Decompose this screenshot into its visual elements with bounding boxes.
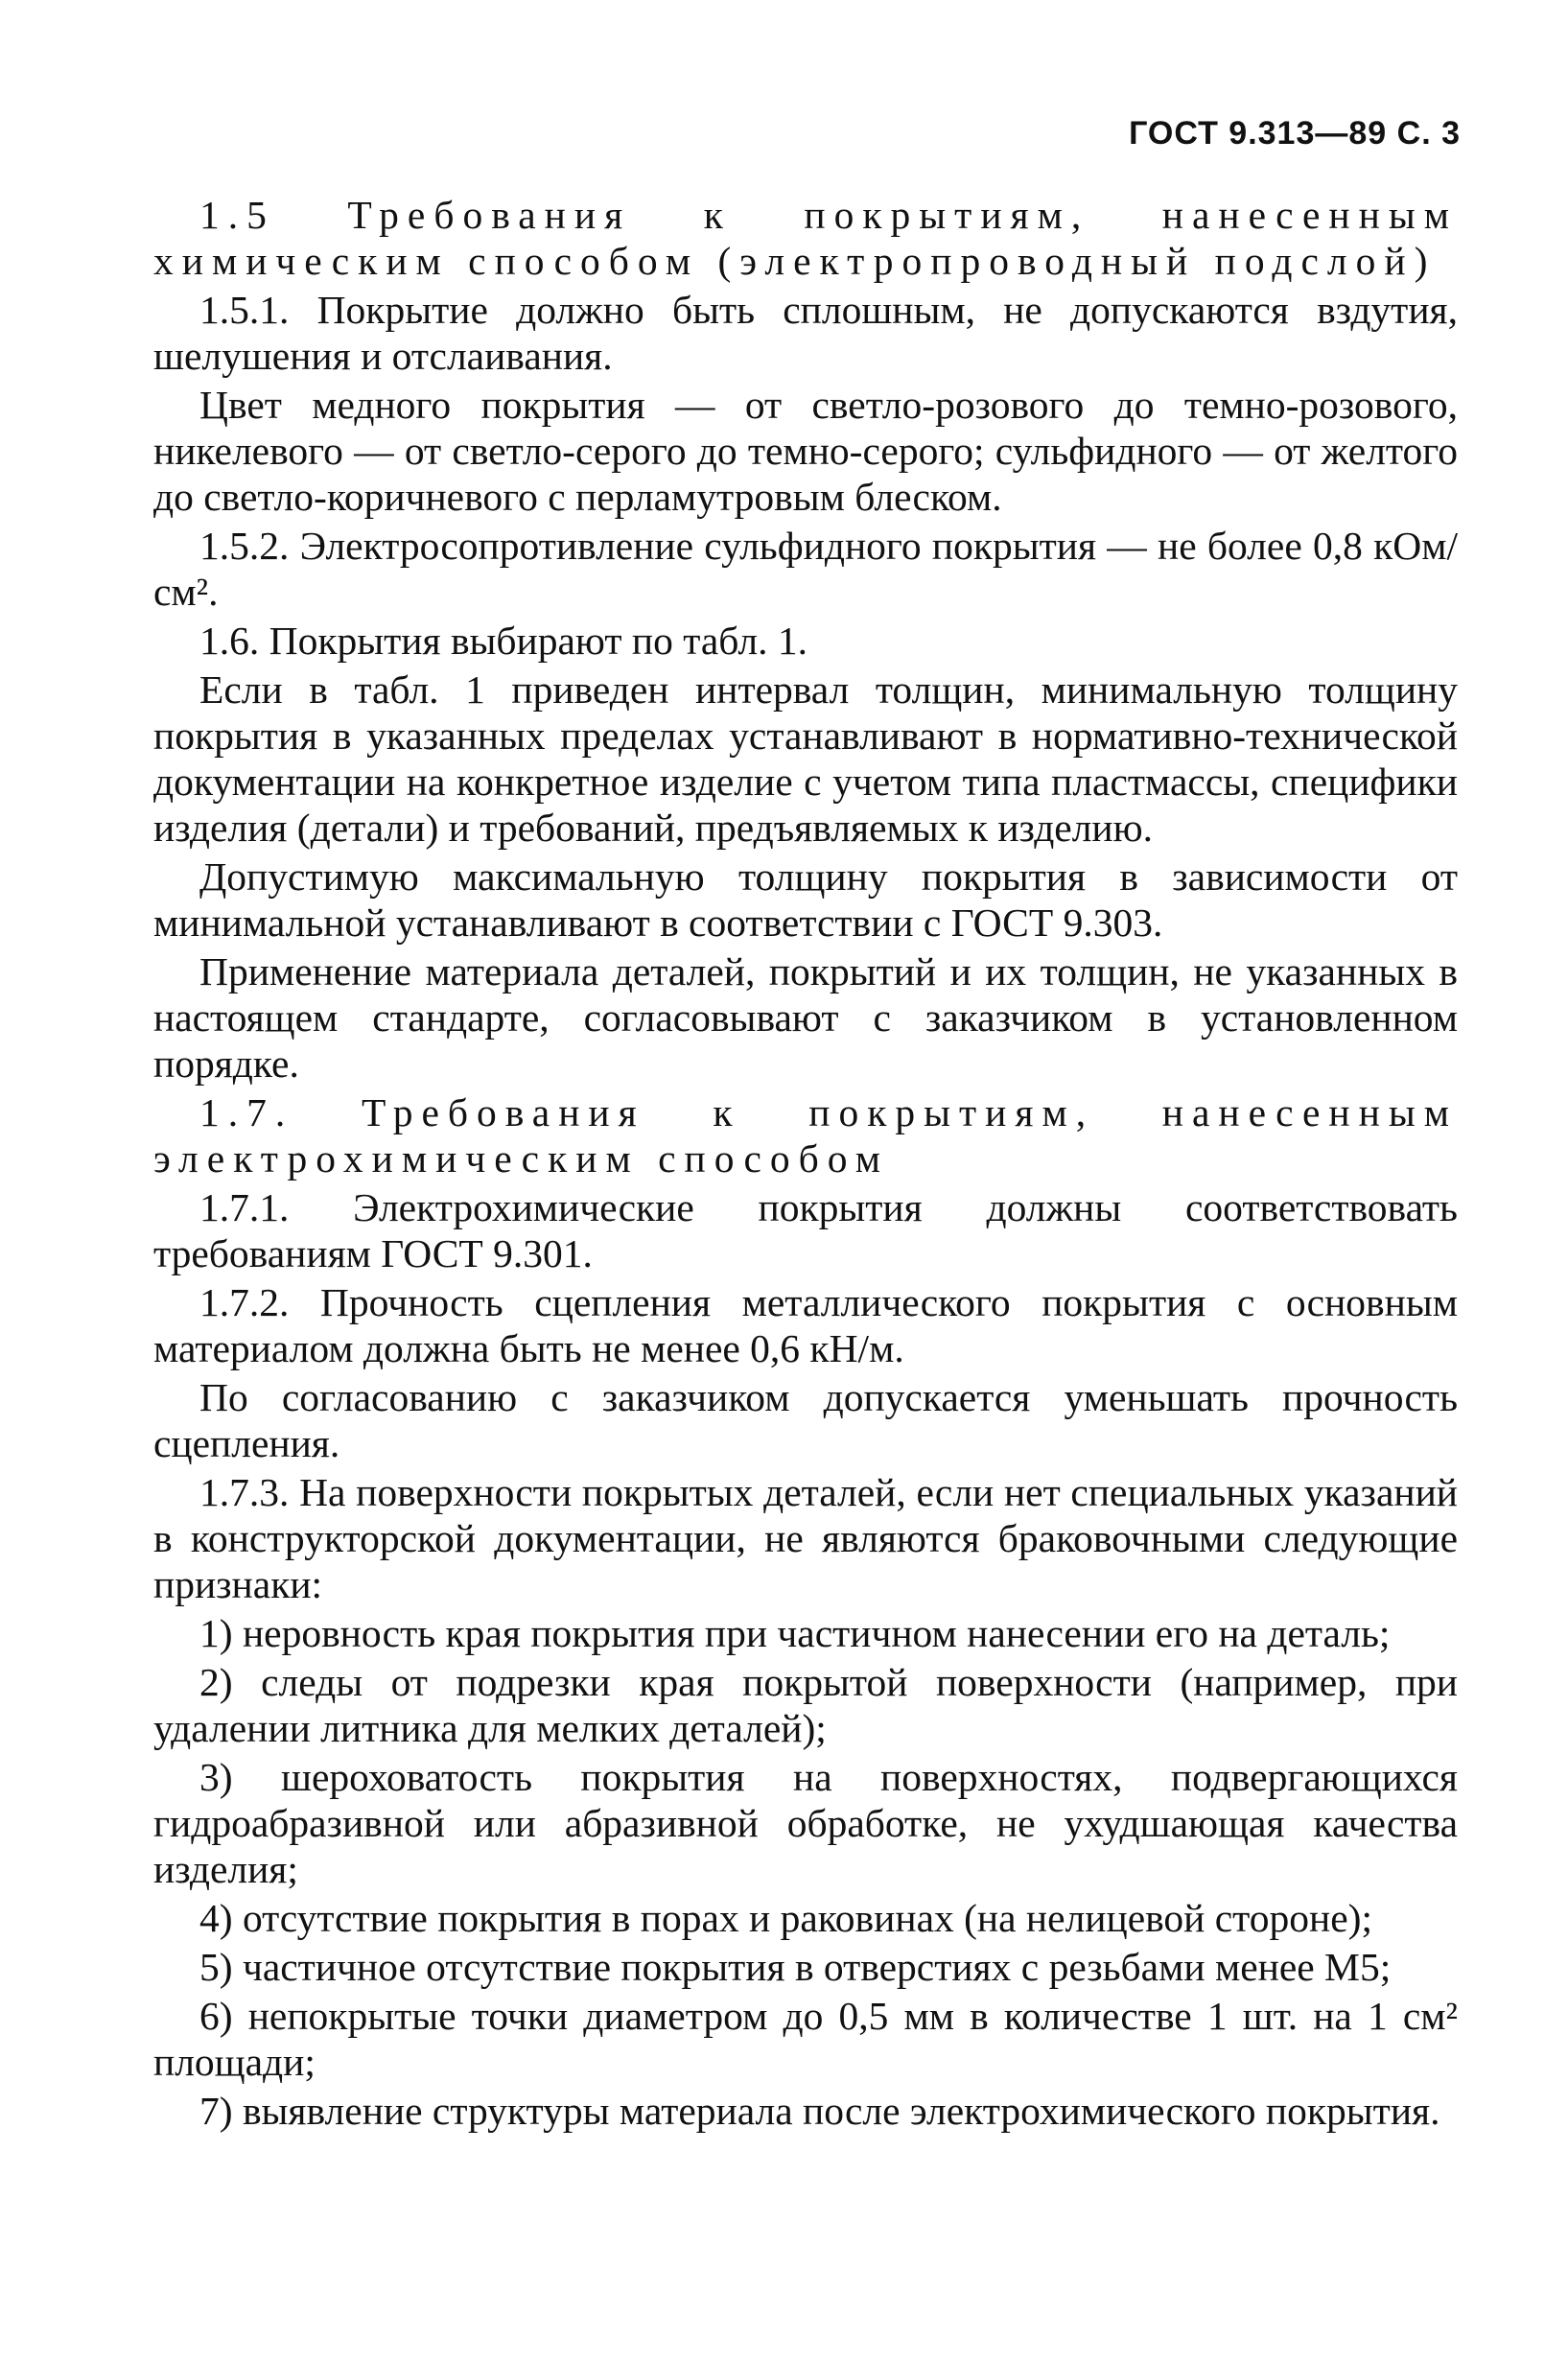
- list-item: 3) шероховатость покрытия на поверхностях, подвергающихся гидроабразивной или абразивной обработке, не ухудшающая качества изделия;: [153, 1755, 1458, 1891]
- list-item: 2) следы от подрезки края покрытой поверхности (например, при удалении литника для мелких деталей);: [153, 1660, 1458, 1750]
- paragraph: 1.5.1. Покрытие должно быть сплошным, не допускаются вздутия, шелушения и отслаивания.: [153, 288, 1458, 378]
- list-item: 7) выявление структуры материала после электрохимического покрытия.: [199, 2089, 1440, 2133]
- page-header: ГОСТ 9.313—89 С. 3: [1129, 115, 1461, 152]
- paragraph: Применение материала деталей, покрытий и их толщин, не указанных в настоящем стандарте, согласовывают с заказчиком в установленном порядке.: [153, 949, 1458, 1086]
- paragraph: 1.6. Покрытия выбирают по табл. 1.: [199, 619, 807, 663]
- paragraph: По согласованию с заказчиком допускается уменьшать прочность сцепления.: [153, 1375, 1458, 1465]
- section-heading: 1.5 Требования к покрытиям, нанесенным химическим способом (электропроводный подслой): [153, 193, 1458, 283]
- paragraph: Цвет медного покрытия — от светло-розового до темно-розового, никелевого — от светло-серого до темно-серого; сульфидного — от желтого до светло-коричневого с перламутровым блеском.: [153, 383, 1458, 519]
- document-body: [153, 192, 1458, 2137]
- paragraph: 1.7.2. Прочность сцепления металлического покрытия с основным материалом должна быть не менее 0,6 кН/м.: [153, 1280, 1458, 1370]
- paragraph: Если в табл. 1 приведен интервал толщин, минимальную толщину покрытия в указанных пределах устанавливают в нормативно-технической документации на конкретное изделие с учетом типа пластмассы, специфики изделия (детали) и требований, предъявляемых к изделию.: [153, 667, 1458, 850]
- list-item: 4) отсутствие покрытия в порах и раковинах (на нелицевой стороне);: [199, 1896, 1372, 1940]
- paragraph: 1.5.2. Электросопротивление сульфидного покрытия — не более 0,8 кОм/см².: [153, 524, 1458, 614]
- list-item: 1) неровность края покрытия при частичном нанесении его на деталь;: [199, 1611, 1391, 1655]
- paragraph: 1.7.3. На поверхности покрытых деталей, если нет специальных указаний в конструкторской документации, не являются браковочными следующие признаки:: [153, 1470, 1458, 1606]
- list-item: 5) частичное отсутствие покрытия в отверстиях с резьбами менее М5;: [199, 1945, 1392, 1989]
- paragraph: Допустимую максимальную толщину покрытия в зависимости от минимальной устанавливают в соответствии с ГОСТ 9.303.: [153, 854, 1458, 945]
- list-item: 6) непокрытые точки диаметром до 0,5 мм в количестве 1 шт. на 1 см² площади;: [153, 1994, 1458, 2084]
- section-heading: 1.7. Требования к покрытиям, нанесенным электрохимическим способом: [153, 1090, 1458, 1181]
- paragraph: 1.7.1. Электрохимические покрытия должны соответствовать требованиям ГОСТ 9.301.: [153, 1185, 1458, 1275]
